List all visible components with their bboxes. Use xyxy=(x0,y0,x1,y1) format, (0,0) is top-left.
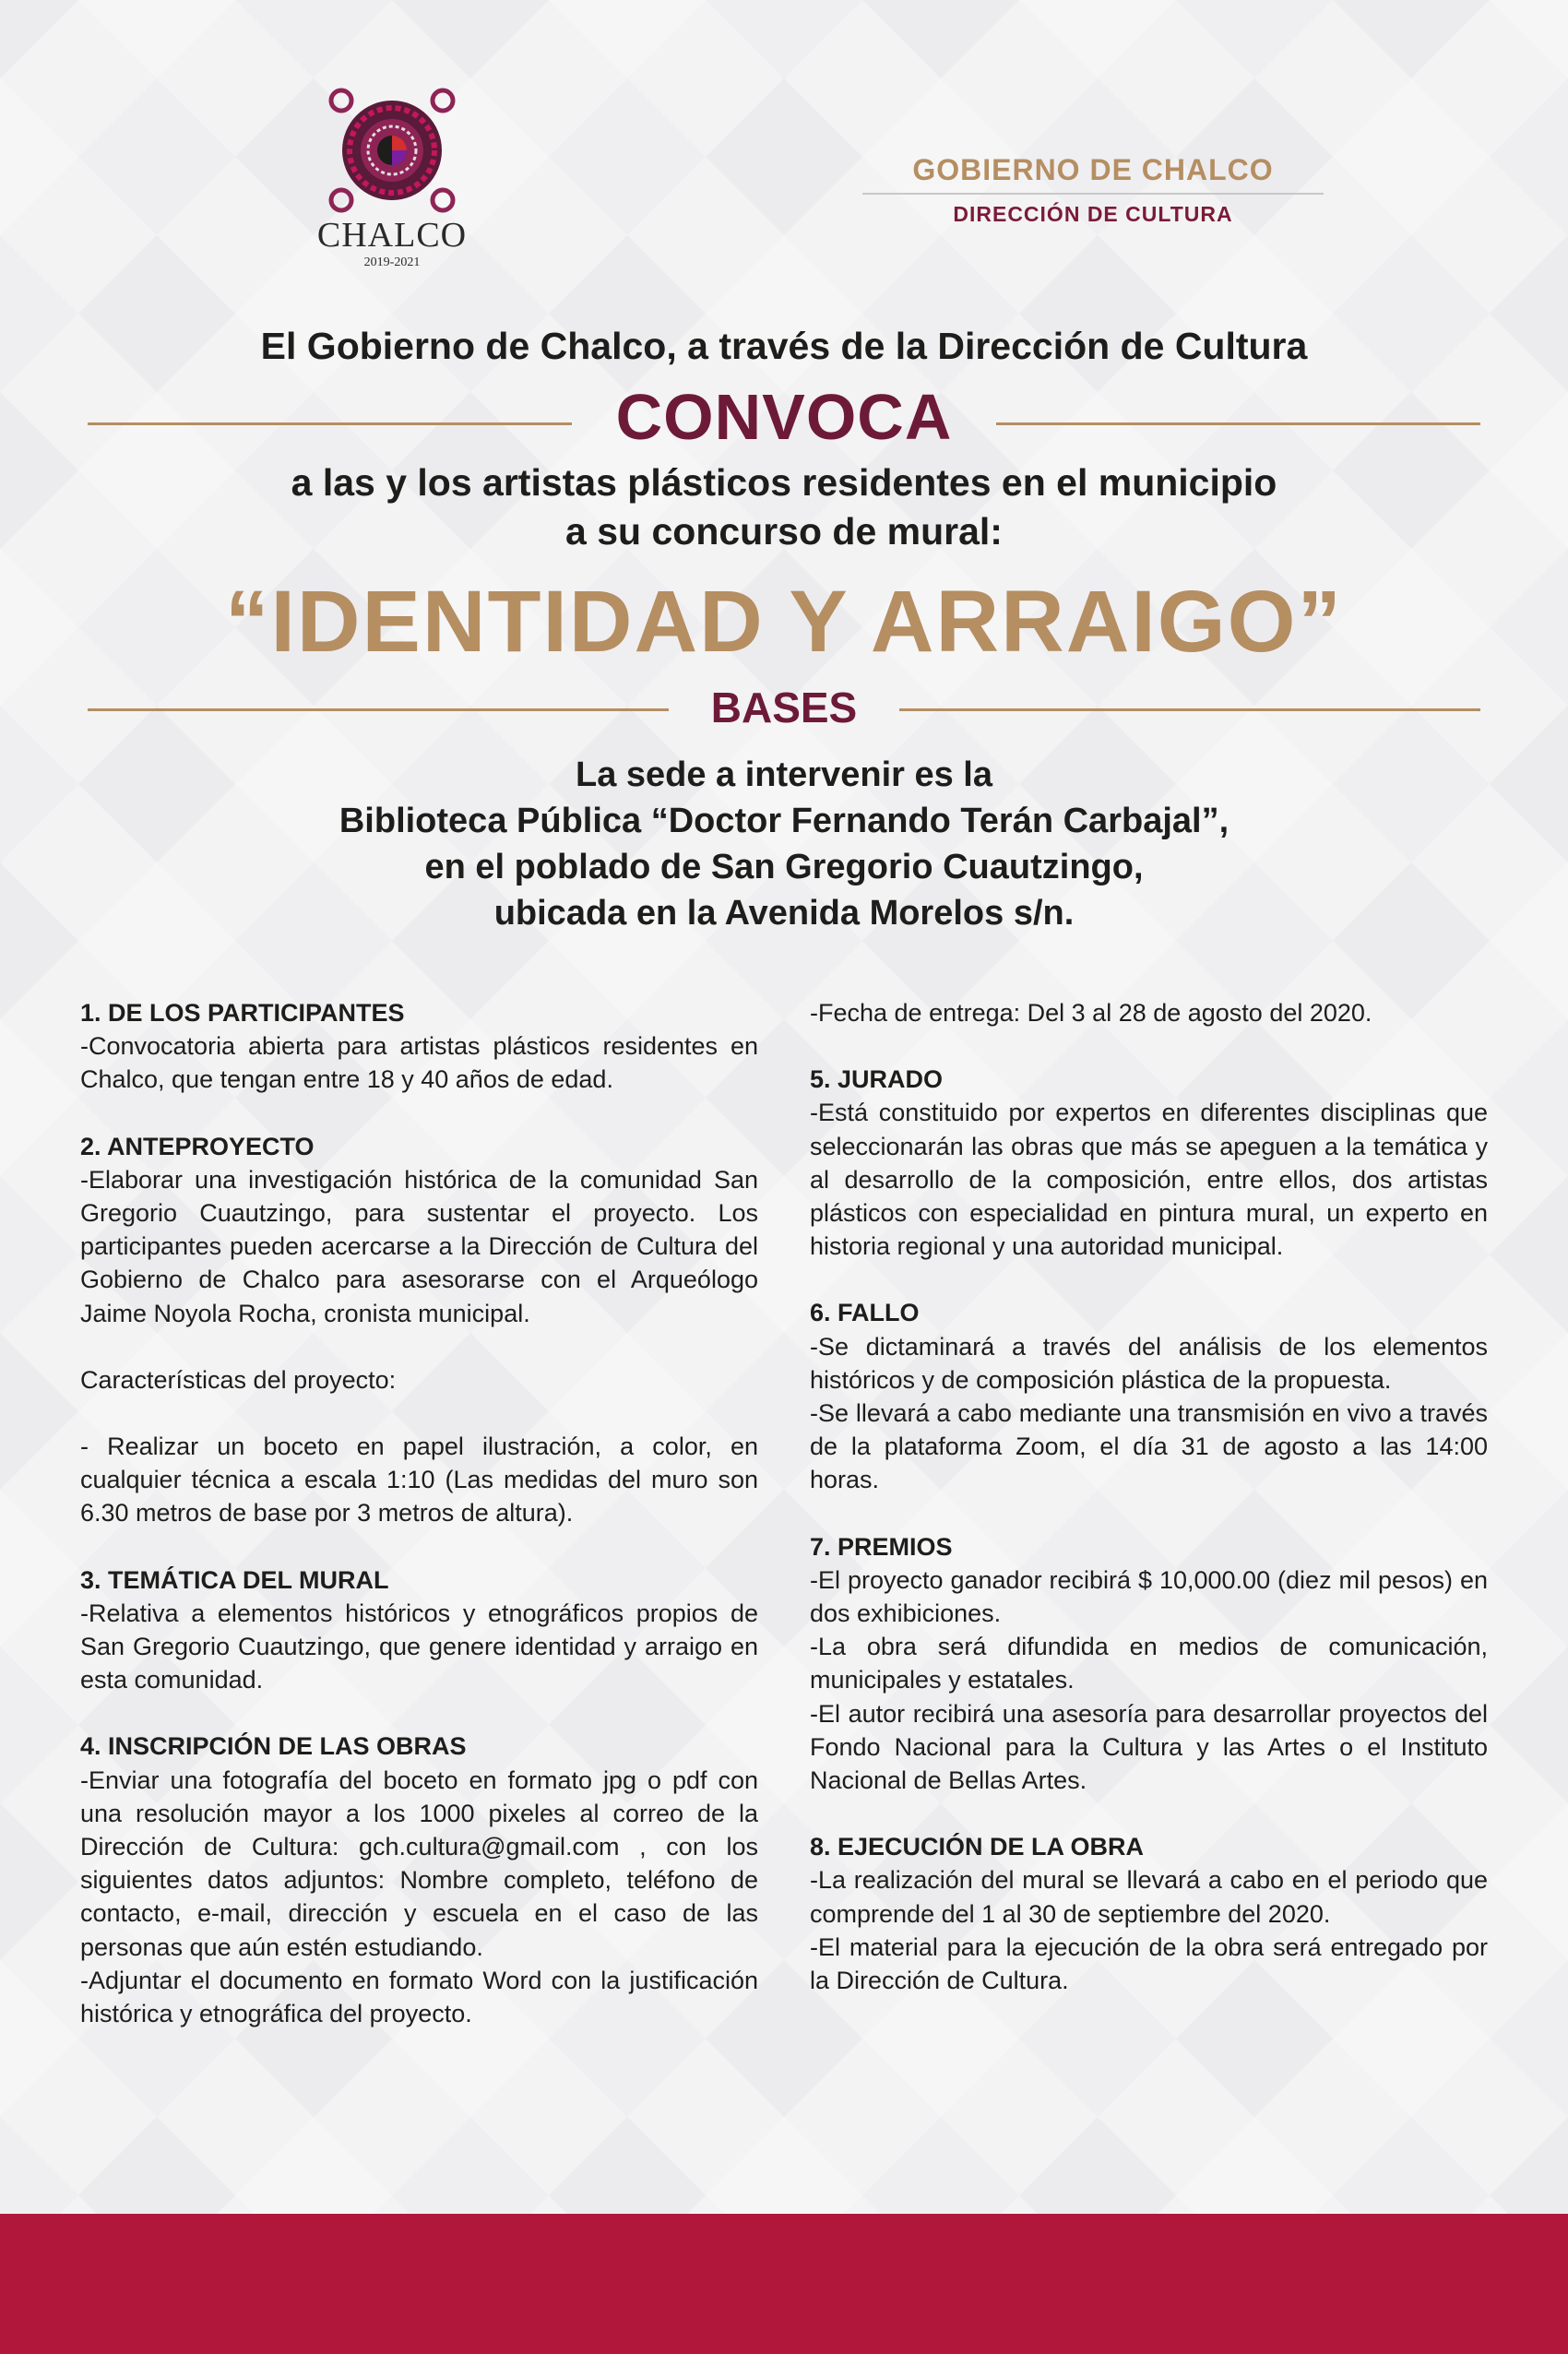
venue-line-2: Biblioteca Pública “Doctor Fernando Terán Carbajal”, xyxy=(339,802,1229,840)
section-heading: 4. INSCRIPCIÓN DE LAS OBRAS xyxy=(80,1732,467,1761)
venue-line-1: La sede a intervenir es la xyxy=(575,755,992,794)
section-heading: 6. FALLO xyxy=(810,1299,920,1327)
government-header xyxy=(862,153,1324,227)
section-participants xyxy=(80,996,758,1097)
section-heading: 2. ANTEPROYECTO xyxy=(80,1132,315,1160)
section-heading: 3. TEMÁTICA DEL MURAL xyxy=(80,1565,389,1594)
section-execution xyxy=(810,1830,1488,1997)
rules-right-column xyxy=(810,996,1488,2030)
department-name: DIRECCIÓN DE CULTURA xyxy=(953,202,1233,226)
section-paragraph: Características del proyecto: xyxy=(80,1365,397,1394)
invitation-line-1: a las y los artistas plásticos residentes en el municipio xyxy=(291,461,1277,504)
convoca-heading: CONVOCA xyxy=(615,381,953,453)
section-paragraph: -El material para la ejecución de la obra será entregado por la Dirección de Cultura. xyxy=(810,1932,1488,1995)
section-jury xyxy=(810,1063,1488,1263)
section-paragraph: -La realización del mural se llevará a cabo en el periodo que comprende del 1 al 30 de septiembre del 2020. xyxy=(810,1866,1488,1928)
section-heading: 7. PREMIOS xyxy=(810,1532,953,1561)
footer-band xyxy=(0,2214,1568,2354)
section-paragraph: -Se llevará a cabo mediante una transmisión en vivo a través de la plataforma Zoom, el día 31 de agosto a las 14:00 horas. xyxy=(810,1399,1488,1494)
section-paragraph: -Fecha de entrega: Del 3 al 28 de agosto del 2020. xyxy=(810,999,1372,1027)
bases-heading: BASES xyxy=(710,684,858,731)
section-verdict xyxy=(810,1296,1488,1496)
section-paragraph: -Relativa a elementos históricos y etnográficos propios de San Gregorio Cuautzingo, que genere identidad y arraigo en esta comunidad. xyxy=(80,1599,758,1694)
section-registration-cont xyxy=(810,996,1488,1029)
section-preproject xyxy=(80,1130,758,1530)
section-paragraph: -Está constituido por expertos en diferentes disciplinas que seleccionarán las obras que más se apeguen a la temática y al desarrollo de la composición, entre ellos, dos artistas plásticos con especialidad en pintura mural, un experto en historia regional y una autoridad municipal. xyxy=(810,1099,1488,1261)
logo-name: CHALCO xyxy=(316,216,468,255)
header-divider xyxy=(862,193,1324,195)
venue-text xyxy=(0,752,1568,936)
section-registration xyxy=(80,1730,758,2030)
section-paragraph: -Se dictaminará a través del análisis de los elementos históricos y de composición plástica de la propuesta. xyxy=(810,1332,1488,1394)
section-paragraph: -La obra será difundida en medios de comunicación, municipales y estatales. xyxy=(810,1633,1488,1694)
section-paragraph: -Adjuntar el documento en formato Word con la justificación histórica y etnográfica del proyecto. xyxy=(80,1966,758,2028)
section-heading: 5. JURADO xyxy=(810,1065,944,1094)
contest-title: “IDENTIDAD Y ARRAIGO” xyxy=(224,573,1343,671)
intro-line: El Gobierno de Chalco, a través de la Dirección de Cultura xyxy=(260,325,1308,367)
section-heading: 8. EJECUCIÓN DE LA OBRA xyxy=(810,1833,1145,1861)
section-paragraph: - Realizar un boceto en papel ilustración, a color, en cualquier técnica a escala 1:10 (Las medidas del muro son 6.30 metros de base por 3 metros de altura). xyxy=(80,1433,758,1528)
rules-left-column xyxy=(80,996,758,2063)
section-prizes xyxy=(810,1530,1488,1798)
section-paragraph: -Convocatoria abierta para artistas plásticos residentes en Chalco, que tengan entre 18 y 40 años de edad. xyxy=(80,1032,758,1094)
section-paragraph: -El proyecto ganador recibirá $ 10,000.00 (diez mil pesos) en dos exhibiciones. xyxy=(810,1565,1488,1628)
chalco-logo xyxy=(304,88,480,272)
section-heading: 1. DE LOS PARTICIPANTES xyxy=(80,999,405,1027)
section-paragraph: -Enviar una fotografía del boceto en formato jpg o pdf con una resolución mayor a los 1000 pixeles al correo de la Dirección de Cultura: gch.cultura@gmail.com , con los siguientes datos adjuntos: Nombre completo, teléfono de contacto, e-mail, dirección y escuela en el caso de las personas que aún estén estudiando. xyxy=(80,1766,758,1961)
government-name: GOBIERNO DE CHALCO xyxy=(912,153,1274,186)
bases-row xyxy=(88,683,1480,738)
venue-line-3: en el poblado de San Gregorio Cuautzingo, xyxy=(424,848,1144,886)
section-paragraph: -Elaborar una investigación histórica de la comunidad San Gregorio Cuautzingo, para sustentar el proyecto. Los participantes pueden acercarse a la Dirección de Cultura del Gobierno de Chalco para asesorarse con el Arqueólogo Jaime Noyola Rocha, cronista municipal. xyxy=(80,1165,758,1327)
venue-line-4: ubicada en la Avenida Morelos s/n. xyxy=(493,894,1075,933)
chalco-emblem-icon xyxy=(304,88,480,217)
invitation-text xyxy=(0,458,1568,556)
section-paragraph: -El autor recibirá una asesoría para desarrollar proyectos del Fondo Nacional para la Cultura y las Artes o el Instituto Nacional de Bellas Artes. xyxy=(810,1699,1488,1795)
section-theme xyxy=(80,1563,758,1697)
invitation-line-2: a su concurso de mural: xyxy=(565,510,1003,553)
logo-years: 2019-2021 xyxy=(363,256,421,269)
convoca-row xyxy=(88,380,1480,454)
